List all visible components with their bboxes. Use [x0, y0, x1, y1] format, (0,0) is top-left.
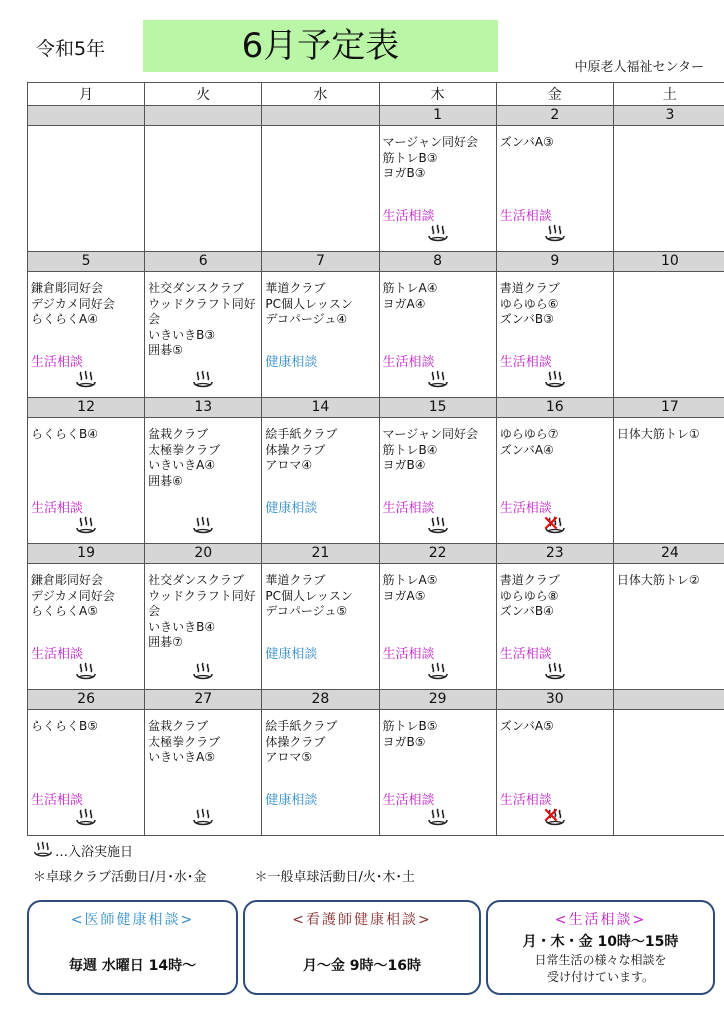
note-general-days: ＊一般卓球活動日/火･木･土	[254, 870, 415, 885]
activity-item: デジカメ同好会	[31, 588, 115, 603]
note-club-days: ＊卓球クラブ活動日/月･水･金	[33, 870, 207, 885]
doctor-consult-detail: 毎週 水曜日 14時～	[68, 958, 197, 974]
health-consult-label: 健康相談	[265, 501, 318, 516]
health-consult-label: 健康相談	[265, 355, 318, 370]
life-consult-label: 生活相談	[382, 209, 435, 224]
hot-spring-icon	[192, 807, 214, 829]
activity-list	[497, 710, 613, 735]
legend-bath	[33, 840, 133, 860]
facility-name: 中原老人福祉センター	[574, 60, 704, 75]
day-cell	[613, 272, 724, 398]
activity-item: ズンバB④	[499, 604, 554, 618]
date-number: 6	[145, 252, 262, 272]
activity-item: 社交ダンスクラブ	[148, 573, 244, 587]
day-cell	[262, 126, 379, 252]
hot-spring-icon	[427, 661, 449, 683]
activity-list	[145, 418, 261, 489]
hot-spring-icon	[192, 661, 214, 683]
activity-item: 鎌倉彫同好会	[31, 281, 104, 295]
day-cell	[613, 418, 724, 544]
activity-list	[380, 418, 496, 474]
activity-item: ゆらゆら⑦	[499, 427, 559, 441]
activity-list	[380, 272, 496, 312]
day-cell	[379, 418, 496, 544]
activity-list	[380, 710, 496, 750]
events-row	[28, 418, 724, 544]
activity-item: いきいきB③	[148, 327, 216, 342]
date-row	[28, 544, 724, 564]
activity-item: 華道クラブ	[265, 573, 326, 587]
date-number: 13	[145, 398, 262, 418]
date-number: 3	[613, 106, 724, 126]
schedule-calendar	[27, 82, 724, 836]
life-consult-label: 生活相談	[382, 355, 435, 370]
activity-item: 絵手紙クラブ	[265, 427, 338, 441]
life-consult-label: 生活相談	[31, 647, 84, 662]
activity-item: いきいきA⑤	[148, 750, 216, 764]
activity-list	[614, 564, 724, 589]
day-cell	[496, 710, 613, 836]
hot-spring-icon	[541, 512, 566, 537]
activity-list	[614, 126, 724, 135]
activity-list	[614, 418, 724, 443]
activity-item: 鎌倉彫同好会	[31, 573, 104, 587]
life-consult-label: 生活相談	[499, 793, 552, 808]
day-cell	[496, 272, 613, 398]
hot-spring-icon	[33, 840, 53, 860]
activity-item: ヨガA⑤	[382, 588, 426, 603]
date-number: 30	[496, 690, 613, 710]
date-number: 17	[613, 398, 724, 418]
activity-list	[28, 272, 144, 328]
activity-item: アロマ⑤	[265, 750, 313, 764]
date-number: 24	[613, 544, 724, 564]
table-tennis-notes	[33, 866, 459, 885]
day-cell	[28, 126, 145, 252]
activity-item: 太極拳クラブ	[148, 734, 221, 749]
activity-list	[262, 564, 378, 620]
weekday-header: 火	[145, 83, 262, 106]
activity-item: デコパージュ④	[265, 312, 348, 326]
date-number: 7	[262, 252, 379, 272]
activity-item: 書道クラブ	[499, 281, 560, 295]
activity-item: 筋トレA④	[382, 281, 438, 295]
life-consult-label: 生活相談	[31, 793, 84, 808]
activity-item: PC個人レッスン	[265, 588, 353, 603]
activity-list	[262, 418, 378, 474]
day-cell	[379, 710, 496, 836]
hot-spring-icon	[75, 807, 97, 829]
activity-item: マージャン同好会	[382, 427, 479, 441]
life-consult-label: 生活相談	[382, 647, 435, 662]
hot-spring-icon	[427, 369, 449, 391]
activity-item: らくらくA⑤	[31, 604, 98, 618]
activity-item: PC個人レッスン	[265, 296, 353, 311]
hot-spring-icon	[75, 661, 97, 683]
activity-item: マージャン同好会	[382, 135, 479, 149]
day-cell	[379, 564, 496, 690]
life-consult-label: 生活相談	[382, 793, 435, 808]
activity-item: 筋トレB⑤	[382, 719, 438, 733]
date-row	[28, 106, 724, 126]
life-consult-label: 生活相談	[31, 355, 84, 370]
activity-item: 盆栽クラブ	[148, 719, 209, 733]
date-number: 22	[379, 544, 496, 564]
activity-item: ヨガA④	[382, 296, 426, 311]
hot-spring-icon	[544, 223, 566, 245]
life-consult-label: 生活相談	[31, 501, 84, 516]
activity-item: 社交ダンスクラブ	[148, 281, 244, 295]
legend-bath-label: …入浴実施日	[55, 844, 134, 860]
activity-list	[28, 710, 144, 735]
date-number: 19	[28, 544, 145, 564]
activity-item: 日体大筋トレ②	[616, 573, 700, 587]
activity-list	[497, 272, 613, 328]
activity-list	[497, 564, 613, 620]
day-cell	[28, 710, 145, 836]
activity-item: ズンバA⑤	[499, 719, 554, 733]
date-number	[28, 106, 145, 126]
nurse-consult-box	[243, 900, 481, 995]
life-consult-box	[486, 900, 715, 995]
weekday-header: 月	[28, 83, 145, 106]
activity-list	[28, 418, 144, 443]
date-number: 21	[262, 544, 379, 564]
day-cell	[28, 564, 145, 690]
date-number: 10	[613, 252, 724, 272]
day-cell	[145, 418, 262, 544]
hot-spring-icon	[75, 515, 97, 537]
nurse-consult-title: <看護師健康相談>	[292, 912, 432, 928]
date-number: 29	[379, 690, 496, 710]
activity-item: 華道クラブ	[265, 281, 326, 295]
date-number: 5	[28, 252, 145, 272]
day-cell	[496, 126, 613, 252]
date-row	[28, 398, 724, 418]
activity-item: らくらくB⑤	[31, 719, 98, 733]
activity-item: ズンバA④	[499, 442, 554, 457]
day-cell	[379, 126, 496, 252]
hot-spring-icon	[192, 515, 214, 537]
date-number: 23	[496, 544, 613, 564]
activity-list	[262, 272, 378, 328]
hot-spring-icon	[427, 515, 449, 537]
activity-item: デジカメ同好会	[31, 296, 115, 311]
date-number: 20	[145, 544, 262, 564]
date-number: 8	[379, 252, 496, 272]
date-number: 28	[262, 690, 379, 710]
activity-item: ウッドクラフト同好会	[148, 588, 256, 618]
activity-item: ゆらゆら⑧	[499, 588, 559, 603]
activity-list	[145, 126, 261, 135]
activity-list	[380, 126, 496, 182]
day-cell	[496, 564, 613, 690]
date-number: 26	[28, 690, 145, 710]
health-consult-label: 健康相談	[265, 793, 318, 808]
date-number: 9	[496, 252, 613, 272]
hot-spring-icon	[544, 661, 566, 683]
date-number: 16	[496, 398, 613, 418]
hot-spring-icon	[544, 369, 566, 391]
calendar-body	[28, 106, 724, 836]
activity-item: らくらくB④	[31, 427, 98, 441]
hot-spring-icon	[192, 369, 214, 391]
activity-list	[497, 418, 613, 458]
activity-item: 囲碁⑦	[148, 635, 183, 649]
day-cell	[496, 418, 613, 544]
activity-item: 囲碁⑥	[148, 473, 183, 488]
date-number: 14	[262, 398, 379, 418]
day-cell	[145, 564, 262, 690]
events-row	[28, 272, 724, 398]
date-row	[28, 690, 724, 710]
day-cell	[262, 418, 379, 544]
life-consult-label: 生活相談	[499, 501, 552, 516]
hot-spring-icon	[541, 804, 566, 829]
hot-spring-icon	[427, 223, 449, 245]
hot-spring-icon	[427, 807, 449, 829]
activity-list	[497, 126, 613, 151]
day-cell	[28, 418, 145, 544]
events-row	[28, 710, 724, 836]
day-cell	[613, 710, 724, 836]
events-row	[28, 564, 724, 690]
activity-item: 書道クラブ	[499, 573, 560, 587]
activity-item: ヨガB④	[382, 458, 426, 472]
activity-item: デコパージュ⑤	[265, 604, 348, 618]
activity-item: ウッドクラフト同好会	[148, 296, 256, 326]
activity-item: 盆栽クラブ	[148, 427, 209, 441]
weekday-header: 金	[496, 83, 613, 106]
life-consult-label: 生活相談	[499, 355, 552, 370]
activity-item: 囲碁⑤	[148, 343, 183, 357]
activity-item: 筋トレA⑤	[382, 573, 438, 587]
date-number: 2	[496, 106, 613, 126]
day-cell	[262, 272, 379, 398]
day-cell	[613, 564, 724, 690]
day-cell	[145, 126, 262, 252]
activity-item: 太極拳クラブ	[148, 442, 221, 457]
weekday-header-row	[28, 83, 724, 106]
day-cell	[379, 272, 496, 398]
date-number: 15	[379, 398, 496, 418]
activity-item: ズンバA③	[499, 135, 554, 149]
events-row	[28, 126, 724, 252]
activity-item: 体操クラブ	[265, 734, 326, 749]
life-consult-detail: 月・木・金 10時～15時	[522, 934, 679, 950]
page-title: 6月予定表	[143, 20, 498, 72]
activity-item: いきいきB④	[148, 619, 216, 634]
activity-item: 筋トレB④	[382, 442, 438, 457]
weekday-header: 土	[613, 83, 724, 106]
date-number: 27	[145, 690, 262, 710]
date-number	[262, 106, 379, 126]
activity-list	[614, 272, 724, 281]
nurse-consult-detail: 月～金 9時～16時	[302, 958, 422, 974]
doctor-consult-title: <医師健康相談>	[70, 912, 195, 928]
activity-item: いきいきA④	[148, 458, 216, 472]
activity-item: アロマ④	[265, 458, 313, 472]
activity-list	[28, 126, 144, 135]
date-number: 12	[28, 398, 145, 418]
activity-item: 体操クラブ	[265, 442, 326, 457]
life-consult-sub1: 日常生活の様々な相談を	[534, 953, 667, 967]
activity-item: 日体大筋トレ①	[616, 427, 700, 441]
day-cell	[262, 564, 379, 690]
doctor-consult-box	[27, 900, 238, 995]
date-number: 1	[379, 106, 496, 126]
activity-list	[145, 272, 261, 359]
day-cell	[145, 272, 262, 398]
weekday-header: 木	[379, 83, 496, 106]
activity-item: 絵手紙クラブ	[265, 719, 338, 733]
life-consult-label: 生活相談	[499, 647, 552, 662]
activity-list	[145, 710, 261, 766]
activity-list	[145, 564, 261, 651]
health-consult-label: 健康相談	[265, 647, 318, 662]
date-number	[613, 690, 724, 710]
activity-list	[614, 710, 724, 719]
activity-list	[262, 126, 378, 135]
life-consult-sub2: 受け付けています。	[546, 970, 655, 984]
activity-item: ヨガB③	[382, 166, 426, 180]
activity-item: ズンバB③	[499, 312, 554, 326]
cancel-x-icon: ✕	[541, 804, 561, 829]
activity-item: ゆらゆら⑥	[499, 296, 559, 311]
life-consult-title: <生活相談>	[554, 912, 647, 928]
life-consult-label: 生活相談	[382, 501, 435, 516]
activity-item: 筋トレB③	[382, 150, 438, 165]
day-cell	[262, 710, 379, 836]
activity-list	[380, 564, 496, 604]
era-label: 令和5年	[36, 38, 106, 60]
day-cell	[613, 126, 724, 252]
cancel-x-icon: ✕	[541, 512, 561, 537]
life-consult-label: 生活相談	[499, 209, 552, 224]
hot-spring-icon	[75, 369, 97, 391]
activity-list	[28, 564, 144, 620]
weekday-header: 水	[262, 83, 379, 106]
activity-item: ヨガB⑤	[382, 734, 426, 749]
activity-list	[262, 710, 378, 766]
date-row	[28, 252, 724, 272]
activity-item: らくらくA④	[31, 312, 98, 326]
day-cell	[28, 272, 145, 398]
day-cell	[145, 710, 262, 836]
date-number	[145, 106, 262, 126]
